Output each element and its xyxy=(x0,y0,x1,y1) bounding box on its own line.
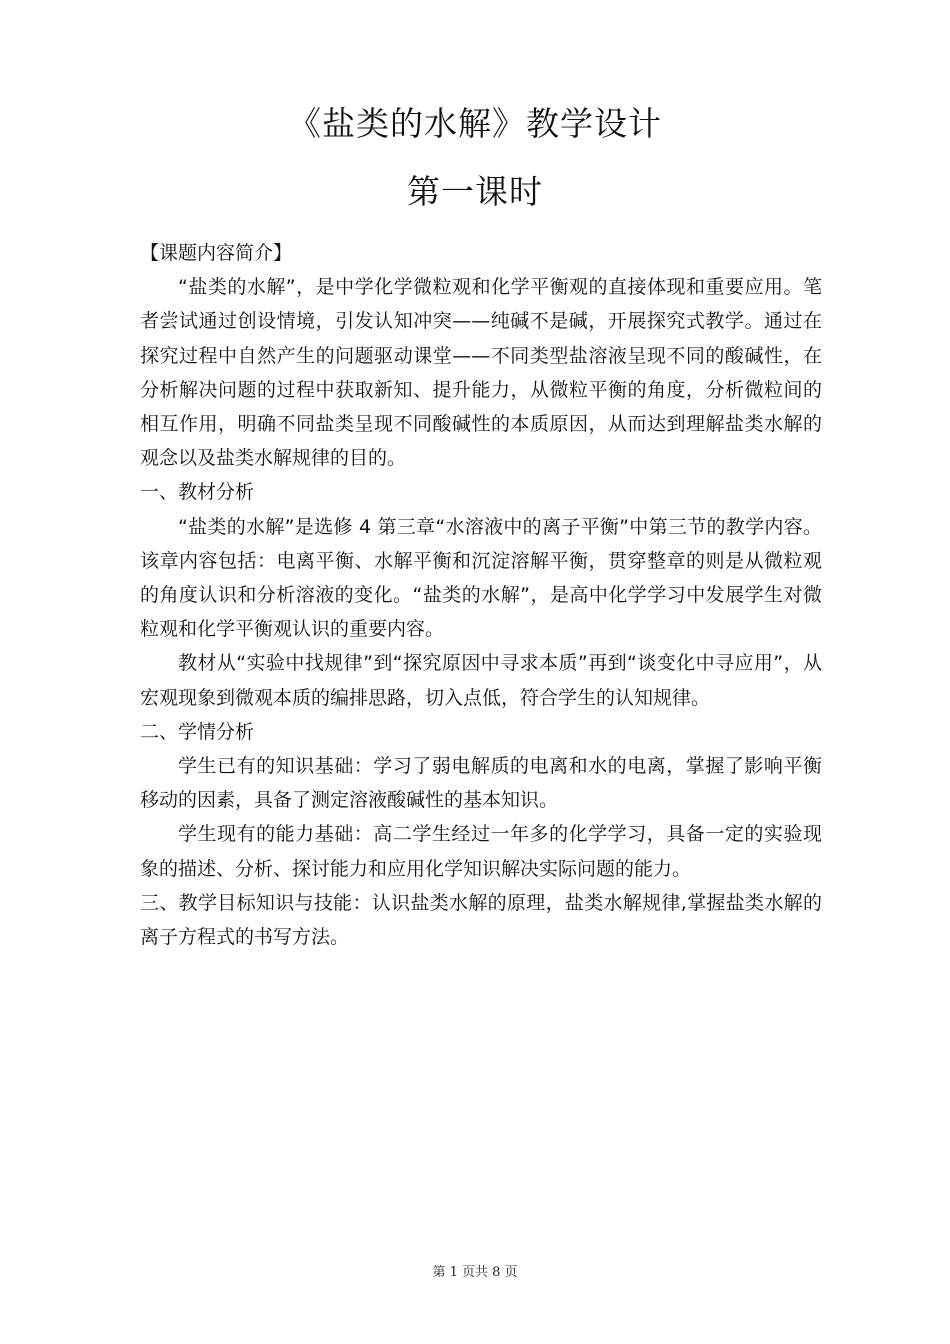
document-body xyxy=(140,236,822,954)
material-paragraph-2: 教材从“实验中找规律”到“探究原因中寻求本质”再到“谈变化中寻应用”，从宏观现象到微观本质的编排思路，切入点低，符合学生的认知规律。 xyxy=(140,652,822,709)
document-title: 《盐类的水解》教学设计 xyxy=(288,104,662,143)
page-number-footer: 第 1 页共 8 页 xyxy=(432,1265,518,1280)
intro-heading: 【课题内容简介】 xyxy=(140,242,293,264)
material-heading: 一、教材分析 xyxy=(140,481,255,504)
material-paragraph-1: “盐类的水解”是选修 4 第三章“水溶液中的离子平衡”中第三节的教学内容。该章内容包括：电离平衡、水解平衡和沉淀溶解平衡，贯穿整章的则是从微粒观的角度认识和分析溶液的变化。“盐类的水解”，是高中化学学习中发展学生对微粒观和化学平衡观认识的重要内容。 xyxy=(140,515,822,641)
learner-paragraph-2: 学生现有的能力基础：高二学生经过一年多的化学学习，具备一定的实验现象的描述、分析、探讨能力和应用化学知识解决实际问题的能力。 xyxy=(140,823,822,880)
document-subtitle: 第一课时 xyxy=(407,172,543,211)
goals-paragraph: 三、教学目标知识与技能：认识盐类水解的原理，盐类水解规律,掌握盐类水解的离子方程式的书写方法。 xyxy=(140,891,822,949)
learner-heading: 二、学情分析 xyxy=(140,720,255,743)
learner-paragraph-1: 学生已有的知识基础：学习了弱电解质的电离和水的电离，掌握了影响平衡移动的因素，具备了测定溶液酸碱性的基本知识。 xyxy=(140,755,822,812)
intro-paragraph: “盐类的水解”，是中学化学微粒观和化学平衡观的直接体现和重要应用。笔者尝试通过创设情境，引发认知冲突——纯碱不是碱，开展探究式教学。通过在探究过程中自然产生的问题驱动课堂——不同类型盐溶液呈现不同的酸碱性，在分析解决问题的过程中获取新知、提升能力，从微粒平衡的角度，分析微粒间的相互作用，明确不同盐类呈现不同酸碱性的本质原因，从而达到理解盐类水解的观念以及盐类水解规律的目的。 xyxy=(140,276,822,470)
